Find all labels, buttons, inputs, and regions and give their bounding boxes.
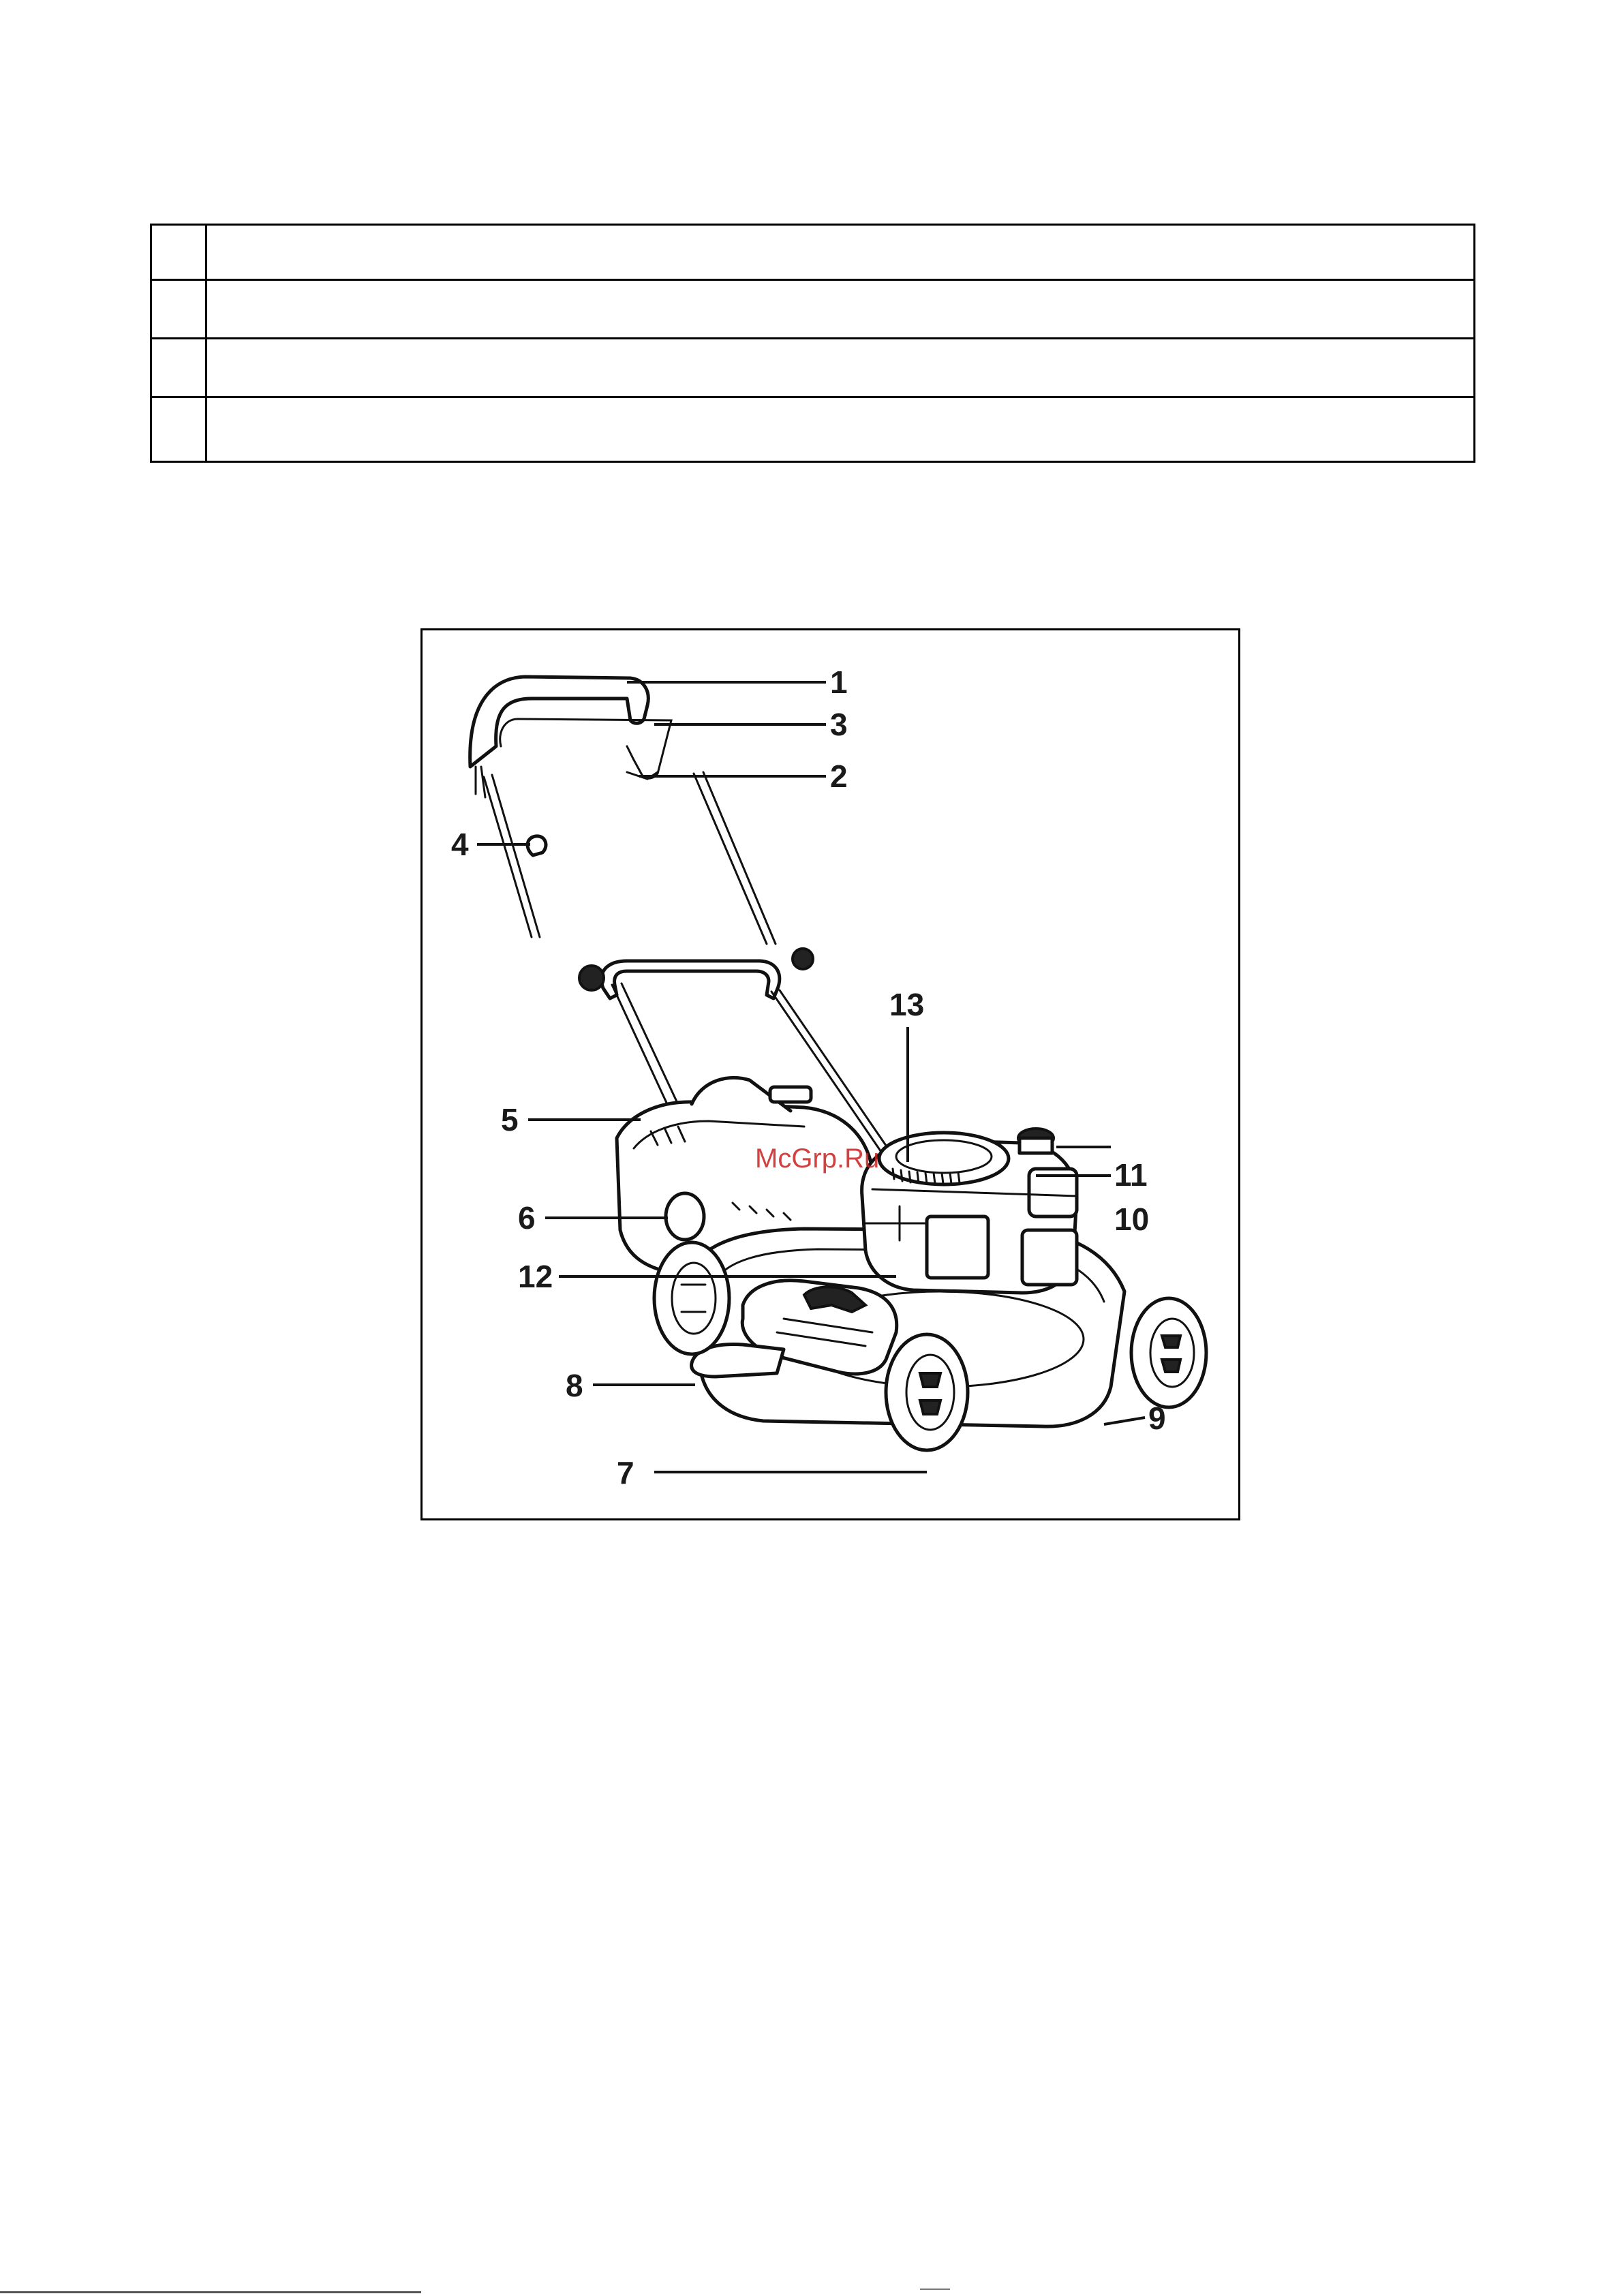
- callout-9: 9: [1148, 1400, 1166, 1436]
- handle-grip: [470, 677, 649, 767]
- callout-7: 7: [617, 1455, 634, 1490]
- upper-rail-left-a: [484, 777, 532, 937]
- rear-left-tire: [654, 1242, 729, 1354]
- control-bail: [500, 719, 671, 778]
- table-row: [151, 397, 1475, 462]
- wheel-front-right: [1131, 1298, 1206, 1407]
- lawnmower-illustration: [423, 630, 1238, 1518]
- callout-3: 3: [830, 707, 848, 742]
- upper-rail-right-a: [694, 774, 767, 944]
- callout-1: 1: [830, 664, 848, 700]
- row-text-cell: [206, 280, 1475, 339]
- upper-rail-right-b: [703, 772, 776, 944]
- handle-knob-right: [793, 949, 813, 969]
- watermark: McGrp.Ru: [755, 1144, 880, 1174]
- callout-13: 13: [889, 987, 925, 1022]
- callout-11: 11: [1114, 1157, 1148, 1193]
- catcher-grip: [770, 1087, 811, 1102]
- engine: [862, 1129, 1077, 1293]
- row-number-cell: [151, 339, 206, 397]
- wheel-rear-left: [654, 1242, 729, 1354]
- callout-2: 2: [830, 759, 848, 794]
- table-row: [151, 280, 1475, 339]
- callout-12: 12: [518, 1259, 553, 1294]
- table-row: [151, 225, 1475, 280]
- leader-9: [1104, 1418, 1145, 1424]
- callout-10: 10: [1114, 1201, 1150, 1237]
- fuel-cap-neck: [1020, 1138, 1052, 1153]
- row-text-cell: [206, 397, 1475, 462]
- handle-knob-left: [579, 966, 604, 990]
- callout-8: 8: [566, 1368, 583, 1403]
- lawnmower-figure: [420, 628, 1240, 1520]
- handle-clamp-left: [476, 767, 485, 797]
- row-number-cell: [151, 280, 206, 339]
- row-number-cell: [151, 225, 206, 280]
- footer-rule: [0, 2291, 421, 2293]
- oil-fill-box: [927, 1216, 988, 1278]
- table-row: [151, 339, 1475, 397]
- callout-4: 4: [451, 827, 469, 862]
- spark-plug-cover: [1022, 1230, 1077, 1285]
- height-adjust-lever: [666, 1193, 704, 1240]
- row-text-cell: [206, 225, 1475, 280]
- footer-mark: [920, 2289, 950, 2293]
- cable-guide: [527, 836, 546, 855]
- callout-5: 5: [501, 1102, 519, 1137]
- lower-handle-crossbar: [601, 961, 779, 998]
- front-left-tire: [886, 1334, 968, 1450]
- row-number-cell: [151, 397, 206, 462]
- parts-table: [150, 224, 1475, 463]
- row-text-cell: [206, 339, 1475, 397]
- callout-6: 6: [518, 1200, 536, 1236]
- wheel-front-left: [886, 1334, 968, 1450]
